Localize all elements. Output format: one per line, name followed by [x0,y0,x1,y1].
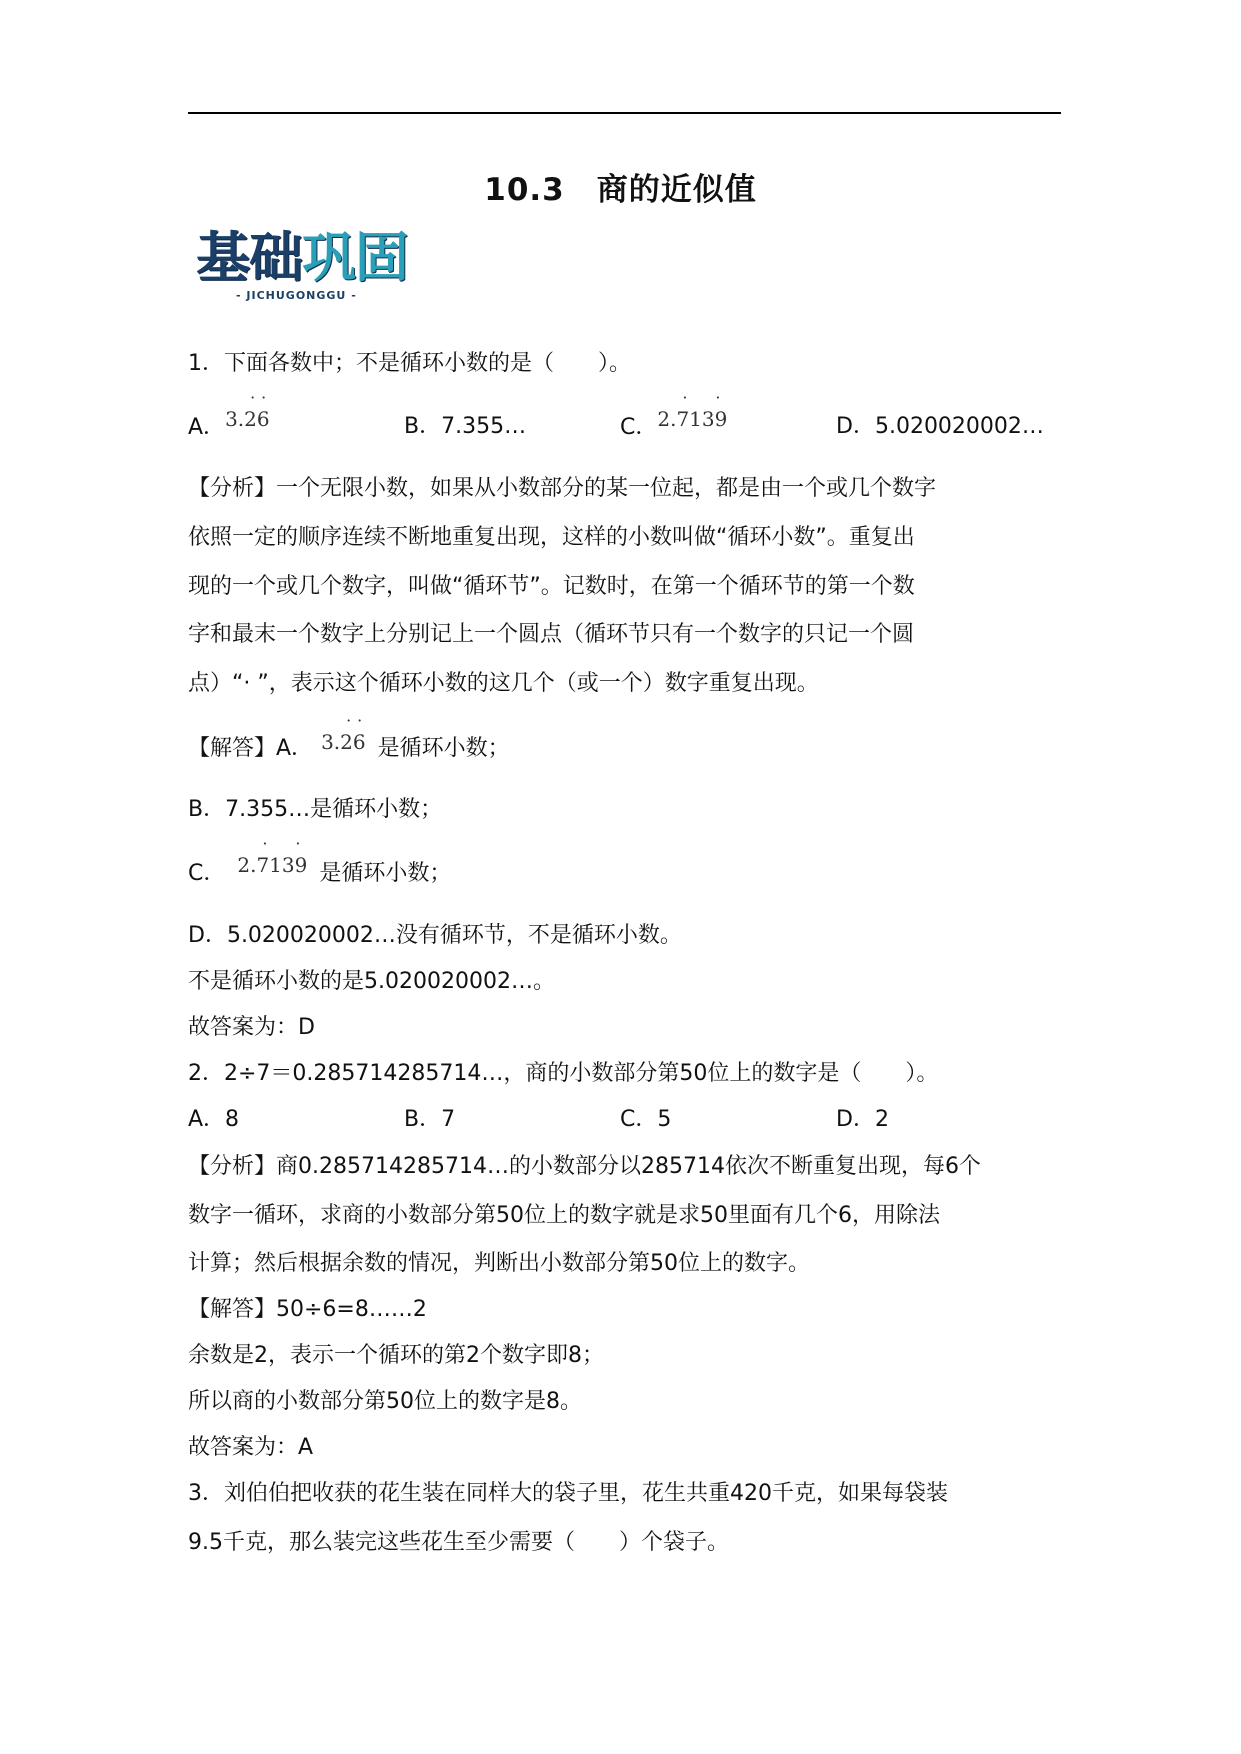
q1-option-c: C．2.7139 · · [620,388,728,440]
q1-answer-a-value: 3.26 · · [321,711,366,754]
q1-option-a-value: 3.26 · · [225,388,270,431]
q2-option-b: B．7 [404,1107,456,1132]
q1-answer-c: C． 2.7139 · · 是循环小数； [188,834,452,886]
logo-text-b: 巩固 [302,226,408,289]
q2-analysis-line: 计算；然后根据余数的情况，判断出小数部分第50位上的数字。 [188,1251,810,1276]
q3-stem-line: 3．刘伯伯把收获的花生装在同样大的袋子里，花生共重420千克，如果每袋装 [188,1481,948,1506]
q1-option-c-value: 2.7139 · · [657,388,728,431]
q2-option-a: A．8 [188,1107,240,1132]
q1-option-d: D．5.020020002… [836,414,1044,439]
q1-option-a: A．3.26 · · [188,388,270,440]
q1-analysis-line: 字和最末一个数字上分别记上一个圆点（循环节只有一个数字的只记一个圆 [188,622,915,647]
logo-text-a: 基础 [196,226,302,289]
repeat-dot: · [682,388,688,407]
repeat-dot: · [250,388,256,407]
repeat-dot: · [261,388,267,407]
repeat-dot: · [715,388,721,407]
q2-option-c: C．5 [620,1107,672,1132]
q3-stem-line: 9.5千克，那么装完这些花生至少需要（ ）个袋子。 [188,1530,729,1555]
repeat-dot: · [295,834,301,853]
repeat-dot: · [262,834,268,853]
repeat-dot: · [346,711,352,730]
q1-analysis-line: 现的一个或几个数字，叫做“循环节”。记数时，在第一个循环节的第一个数 [188,574,915,599]
logo-subtitle: - JICHUGONGGU - [236,289,357,302]
q2-analysis-line: 【分析】商0.285714285714…的小数部分以285714依次不断重复出现，每6个 [188,1154,981,1179]
q2-solution-line: 【解答】50÷6=8……2 [188,1297,427,1322]
q2-solution-line: 故答案为：A [188,1435,314,1460]
q2-stem: 2．2÷7＝0.285714285714…，商的小数部分第50位上的数字是（ ）。 [188,1061,939,1086]
page-title: 10.3 商的近似值 [484,172,757,208]
q1-conclusion: 不是循环小数的是5.020020002…。 [188,969,555,994]
q1-answer-d: D．5.020020002…没有循环节，不是循环小数。 [188,923,682,948]
q1-analysis-line: 点）“· ”，表示这个循环小数的这几个（或一个）数字重复出现。 [188,671,819,696]
q2-analysis-line: 数字一循环，求商的小数部分第50位上的数字就是求50里面有几个6，用除法 [188,1203,940,1228]
q2-solution-line: 余数是2，表示一个循环的第2个数字即8； [188,1343,604,1368]
q1-answer-b: B．7.355…是循环小数； [188,797,443,822]
q1-answer-a: 【解答】A． 3.26 · · 是循环小数； [188,711,510,761]
q2-solution-line: 所以商的小数部分第50位上的数字是8。 [188,1389,582,1414]
header-rule [188,112,1061,114]
q1-stem: 1．下面各数中；不是循环小数的是（ ）。 [188,351,631,376]
q1-analysis-line: 【分析】一个无限小数，如果从小数部分的某一位起，都是由一个或几个数字 [188,476,937,501]
section-logo [196,226,416,310]
q1-answer-c-value: 2.7139 · · [237,834,308,877]
q1-final: 故答案为：D [188,1015,315,1040]
repeat-dot: · [357,711,363,730]
q1-analysis-line: 依照一定的顺序连续不断地重复出现，这样的小数叫做“循环小数”。重复出 [188,525,915,550]
q2-option-d: D．2 [836,1107,889,1132]
q1-option-b: B．7.355… [404,414,527,439]
